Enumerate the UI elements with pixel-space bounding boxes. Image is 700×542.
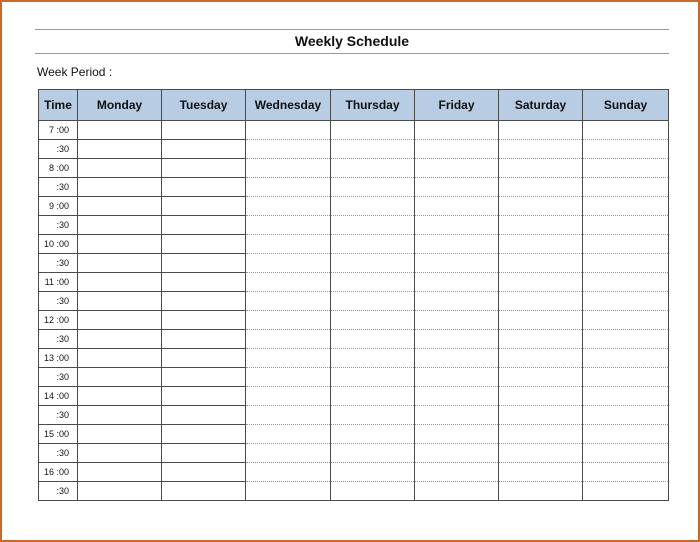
schedule-cell-wednesday[interactable] bbox=[246, 121, 331, 140]
schedule-cell-saturday[interactable] bbox=[499, 330, 583, 349]
schedule-cell-monday[interactable] bbox=[78, 197, 162, 216]
schedule-cell-tuesday[interactable] bbox=[162, 349, 246, 368]
schedule-cell-saturday[interactable] bbox=[499, 273, 583, 292]
schedule-cell-wednesday[interactable] bbox=[246, 197, 331, 216]
schedule-cell-sunday[interactable] bbox=[583, 349, 669, 368]
schedule-cell-thursday[interactable] bbox=[331, 349, 415, 368]
schedule-cell-sunday[interactable] bbox=[583, 273, 669, 292]
schedule-cell-thursday[interactable] bbox=[331, 121, 415, 140]
schedule-cell-wednesday[interactable] bbox=[246, 159, 331, 178]
schedule-cell-wednesday[interactable] bbox=[246, 482, 331, 501]
schedule-cell-sunday[interactable] bbox=[583, 292, 669, 311]
schedule-cell-tuesday[interactable] bbox=[162, 387, 246, 406]
table-row bbox=[39, 330, 669, 349]
schedule-cell-thursday[interactable] bbox=[331, 159, 415, 178]
schedule-cell-friday[interactable] bbox=[415, 406, 499, 425]
schedule-cell-tuesday[interactable] bbox=[162, 254, 246, 273]
schedule-cell-friday[interactable] bbox=[415, 121, 499, 140]
schedule-cell-saturday[interactable] bbox=[499, 292, 583, 311]
schedule-cell-friday[interactable] bbox=[415, 292, 499, 311]
schedule-cell-friday[interactable] bbox=[415, 197, 499, 216]
schedule-cell-monday[interactable] bbox=[78, 368, 162, 387]
schedule-cell-tuesday[interactable] bbox=[162, 425, 246, 444]
header-row bbox=[39, 90, 669, 121]
schedule-cell-monday[interactable] bbox=[78, 463, 162, 482]
schedule-cell-sunday[interactable] bbox=[583, 406, 669, 425]
time-slot-label: :30 bbox=[39, 178, 78, 197]
schedule-cell-monday[interactable] bbox=[78, 159, 162, 178]
schedule-cell-saturday[interactable] bbox=[499, 178, 583, 197]
schedule-cell-thursday[interactable] bbox=[331, 311, 415, 330]
page-title: Weekly Schedule bbox=[294, 33, 410, 49]
schedule-cell-thursday[interactable] bbox=[331, 273, 415, 292]
schedule-cell-wednesday[interactable] bbox=[246, 216, 331, 235]
schedule-cell-wednesday[interactable] bbox=[246, 140, 331, 159]
table-row bbox=[39, 444, 669, 463]
schedule-cell-monday[interactable] bbox=[78, 273, 162, 292]
schedule-cell-monday[interactable] bbox=[78, 387, 162, 406]
table-row bbox=[39, 273, 669, 292]
schedule-cell-sunday[interactable] bbox=[583, 140, 669, 159]
schedule-cell-friday[interactable] bbox=[415, 311, 499, 330]
schedule-cell-friday[interactable] bbox=[415, 273, 499, 292]
schedule-cell-wednesday[interactable] bbox=[246, 178, 331, 197]
schedule-cell-tuesday[interactable] bbox=[162, 140, 246, 159]
column-header-time: Time bbox=[39, 90, 78, 121]
schedule-table bbox=[38, 89, 669, 501]
schedule-cell-thursday[interactable] bbox=[331, 292, 415, 311]
schedule-cell-saturday[interactable] bbox=[499, 197, 583, 216]
schedule-cell-wednesday[interactable] bbox=[246, 444, 331, 463]
schedule-cell-sunday[interactable] bbox=[583, 444, 669, 463]
schedule-cell-tuesday[interactable] bbox=[162, 330, 246, 349]
table-row bbox=[39, 254, 669, 273]
time-slot-label: 9 :00 bbox=[39, 197, 78, 216]
schedule-cell-tuesday[interactable] bbox=[162, 292, 246, 311]
schedule-cell-thursday[interactable] bbox=[331, 463, 415, 482]
schedule-cell-wednesday[interactable] bbox=[246, 463, 331, 482]
schedule-cell-sunday[interactable] bbox=[583, 463, 669, 482]
schedule-cell-monday[interactable] bbox=[78, 235, 162, 254]
schedule-cell-tuesday[interactable] bbox=[162, 159, 246, 178]
schedule-cell-tuesday[interactable] bbox=[162, 368, 246, 387]
schedule-cell-friday[interactable] bbox=[415, 178, 499, 197]
schedule-cell-saturday[interactable] bbox=[499, 482, 583, 501]
table-row bbox=[39, 463, 669, 482]
schedule-cell-wednesday[interactable] bbox=[246, 425, 331, 444]
schedule-cell-sunday[interactable] bbox=[583, 254, 669, 273]
schedule-cell-friday[interactable] bbox=[415, 387, 499, 406]
schedule-cell-sunday[interactable] bbox=[583, 178, 669, 197]
schedule-cell-thursday[interactable] bbox=[331, 368, 415, 387]
table-row bbox=[39, 292, 669, 311]
week-period-label: Week Period : bbox=[37, 65, 113, 79]
schedule-cell-friday[interactable] bbox=[415, 368, 499, 387]
schedule-cell-sunday[interactable] bbox=[583, 197, 669, 216]
schedule-cell-thursday[interactable] bbox=[331, 254, 415, 273]
schedule-cell-friday[interactable] bbox=[415, 444, 499, 463]
schedule-cell-thursday[interactable] bbox=[331, 482, 415, 501]
schedule-cell-saturday[interactable] bbox=[499, 387, 583, 406]
schedule-cell-monday[interactable] bbox=[78, 140, 162, 159]
schedule-cell-friday[interactable] bbox=[415, 159, 499, 178]
table-row bbox=[39, 235, 669, 254]
schedule-cell-saturday[interactable] bbox=[499, 425, 583, 444]
schedule-cell-thursday[interactable] bbox=[331, 140, 415, 159]
schedule-cell-tuesday[interactable] bbox=[162, 197, 246, 216]
schedule-cell-saturday[interactable] bbox=[499, 140, 583, 159]
schedule-cell-friday[interactable] bbox=[415, 349, 499, 368]
schedule-cell-sunday[interactable] bbox=[583, 121, 669, 140]
time-slot-label: 14 :00 bbox=[39, 387, 78, 406]
time-slot-label: 12 :00 bbox=[39, 311, 78, 330]
schedule-cell-sunday[interactable] bbox=[583, 216, 669, 235]
schedule-cell-wednesday[interactable] bbox=[246, 254, 331, 273]
schedule-cell-tuesday[interactable] bbox=[162, 273, 246, 292]
schedule-cell-wednesday[interactable] bbox=[246, 406, 331, 425]
schedule-cell-thursday[interactable] bbox=[331, 387, 415, 406]
schedule-cell-friday[interactable] bbox=[415, 330, 499, 349]
schedule-cell-sunday[interactable] bbox=[583, 425, 669, 444]
time-slot-label: :30 bbox=[39, 482, 78, 501]
time-slot-label: :30 bbox=[39, 292, 78, 311]
table-row bbox=[39, 140, 669, 159]
schedule-cell-thursday[interactable] bbox=[331, 330, 415, 349]
time-slot-label: 13 :00 bbox=[39, 349, 78, 368]
schedule-cell-saturday[interactable] bbox=[499, 254, 583, 273]
schedule-cell-saturday[interactable] bbox=[499, 368, 583, 387]
schedule-cell-friday[interactable] bbox=[415, 254, 499, 273]
time-slot-label: 15 :00 bbox=[39, 425, 78, 444]
schedule-cell-thursday[interactable] bbox=[331, 216, 415, 235]
schedule-cell-wednesday[interactable] bbox=[246, 349, 331, 368]
schedule-cell-wednesday[interactable] bbox=[246, 387, 331, 406]
column-header-saturday: Saturday bbox=[499, 90, 583, 121]
schedule-cell-saturday[interactable] bbox=[499, 235, 583, 254]
time-slot-label: 7 :00 bbox=[39, 121, 78, 140]
schedule-cell-monday[interactable] bbox=[78, 254, 162, 273]
schedule-cell-saturday[interactable] bbox=[499, 159, 583, 178]
schedule-cell-thursday[interactable] bbox=[331, 425, 415, 444]
schedule-cell-monday[interactable] bbox=[78, 330, 162, 349]
schedule-cell-sunday[interactable] bbox=[583, 482, 669, 501]
table-row bbox=[39, 425, 669, 444]
time-slot-label: :30 bbox=[39, 140, 78, 159]
table-row bbox=[39, 349, 669, 368]
schedule-cell-saturday[interactable] bbox=[499, 121, 583, 140]
time-slot-label: :30 bbox=[39, 444, 78, 463]
time-slot-label: :30 bbox=[39, 368, 78, 387]
column-header-sunday: Sunday bbox=[583, 90, 669, 121]
schedule-cell-thursday[interactable] bbox=[331, 178, 415, 197]
column-header-wednesday: Wednesday bbox=[246, 90, 331, 121]
schedule-cell-monday[interactable] bbox=[78, 482, 162, 501]
schedule-cell-sunday[interactable] bbox=[583, 387, 669, 406]
schedule-cell-monday[interactable] bbox=[78, 121, 162, 140]
time-slot-label: :30 bbox=[39, 254, 78, 273]
table-row bbox=[39, 311, 669, 330]
time-slot-label: 16 :00 bbox=[39, 463, 78, 482]
schedule-cell-tuesday[interactable] bbox=[162, 463, 246, 482]
title-bottom-rule bbox=[35, 53, 669, 54]
schedule-cell-tuesday[interactable] bbox=[162, 444, 246, 463]
schedule-cell-wednesday[interactable] bbox=[246, 292, 331, 311]
schedule-cell-friday[interactable] bbox=[415, 482, 499, 501]
schedule-cell-sunday[interactable] bbox=[583, 368, 669, 387]
schedule-cell-tuesday[interactable] bbox=[162, 121, 246, 140]
schedule-cell-wednesday[interactable] bbox=[246, 330, 331, 349]
schedule-cell-thursday[interactable] bbox=[331, 235, 415, 254]
time-slot-label: 10 :00 bbox=[39, 235, 78, 254]
schedule-cell-sunday[interactable] bbox=[583, 159, 669, 178]
table-row bbox=[39, 121, 669, 140]
schedule-cell-tuesday[interactable] bbox=[162, 406, 246, 425]
schedule-cell-saturday[interactable] bbox=[499, 406, 583, 425]
schedule-cell-tuesday[interactable] bbox=[162, 311, 246, 330]
schedule-cell-monday[interactable] bbox=[78, 349, 162, 368]
table-row bbox=[39, 216, 669, 235]
table-row bbox=[39, 406, 669, 425]
time-slot-label: :30 bbox=[39, 406, 78, 425]
schedule-cell-wednesday[interactable] bbox=[246, 235, 331, 254]
schedule-cell-monday[interactable] bbox=[78, 425, 162, 444]
schedule-cell-tuesday[interactable] bbox=[162, 216, 246, 235]
column-header-thursday: Thursday bbox=[331, 90, 415, 121]
title-top-rule bbox=[35, 29, 669, 30]
schedule-cell-friday[interactable] bbox=[415, 463, 499, 482]
schedule-cell-saturday[interactable] bbox=[499, 444, 583, 463]
time-slot-label: 8 :00 bbox=[39, 159, 78, 178]
schedule-cell-monday[interactable] bbox=[78, 178, 162, 197]
column-header-tuesday: Tuesday bbox=[162, 90, 246, 121]
time-slot-label: :30 bbox=[39, 216, 78, 235]
table-row bbox=[39, 159, 669, 178]
schedule-body bbox=[39, 121, 669, 501]
table-row bbox=[39, 387, 669, 406]
schedule-cell-saturday[interactable] bbox=[499, 216, 583, 235]
table-row bbox=[39, 482, 669, 501]
schedule-cell-sunday[interactable] bbox=[583, 330, 669, 349]
schedule-cell-friday[interactable] bbox=[415, 235, 499, 254]
schedule-cell-tuesday[interactable] bbox=[162, 235, 246, 254]
schedule-cell-wednesday[interactable] bbox=[246, 368, 331, 387]
schedule-cell-saturday[interactable] bbox=[499, 463, 583, 482]
schedule-cell-sunday[interactable] bbox=[583, 235, 669, 254]
schedule-cell-wednesday[interactable] bbox=[246, 311, 331, 330]
schedule-cell-wednesday[interactable] bbox=[246, 273, 331, 292]
schedule-cell-monday[interactable] bbox=[78, 292, 162, 311]
schedule-cell-thursday[interactable] bbox=[331, 444, 415, 463]
schedule-cell-saturday[interactable] bbox=[499, 349, 583, 368]
schedule-cell-saturday[interactable] bbox=[499, 311, 583, 330]
schedule-cell-friday[interactable] bbox=[415, 140, 499, 159]
column-header-monday: Monday bbox=[78, 90, 162, 121]
schedule-cell-friday[interactable] bbox=[415, 425, 499, 444]
schedule-cell-sunday[interactable] bbox=[583, 311, 669, 330]
schedule-cell-monday[interactable] bbox=[78, 216, 162, 235]
schedule-cell-thursday[interactable] bbox=[331, 197, 415, 216]
schedule-cell-monday[interactable] bbox=[78, 406, 162, 425]
time-slot-label: 11 :00 bbox=[39, 273, 78, 292]
table-row bbox=[39, 178, 669, 197]
schedule-cell-friday[interactable] bbox=[415, 216, 499, 235]
column-header-friday: Friday bbox=[415, 90, 499, 121]
schedule-cell-monday[interactable] bbox=[78, 444, 162, 463]
schedule-cell-tuesday[interactable] bbox=[162, 178, 246, 197]
table-row bbox=[39, 197, 669, 216]
table-row bbox=[39, 368, 669, 387]
schedule-cell-thursday[interactable] bbox=[331, 406, 415, 425]
time-slot-label: :30 bbox=[39, 330, 78, 349]
schedule-cell-tuesday[interactable] bbox=[162, 482, 246, 501]
schedule-cell-monday[interactable] bbox=[78, 311, 162, 330]
